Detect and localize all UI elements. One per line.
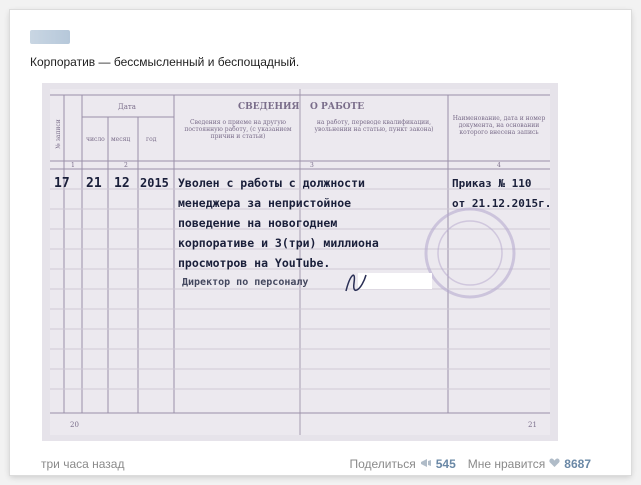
page-number-right: 21 — [528, 421, 537, 429]
col-date-label: Дата — [118, 103, 136, 111]
post-card — [10, 10, 631, 475]
post-time[interactable]: три часа назад — [41, 457, 125, 471]
entry-year: 2015 — [140, 176, 169, 190]
index-4: 4 — [497, 162, 501, 169]
entry-line-2: менеджера за непристойное — [178, 196, 352, 210]
header-title-left: СВЕДЕНИЯ — [238, 102, 300, 112]
entry-month: 12 — [114, 176, 130, 191]
redaction-block — [358, 273, 432, 289]
col-year-label: год — [146, 136, 157, 143]
col-info-right-label: на работу, переводе квалификации, увольнении на статью, пункт закона) — [314, 119, 434, 133]
entry-day: 21 — [86, 176, 102, 191]
share-button[interactable] — [349, 457, 455, 471]
order-line-2: от 21.12.2015г. — [452, 197, 552, 210]
post-photo[interactable] — [42, 83, 558, 441]
index-1: 1 — [71, 162, 75, 169]
like-count: 8687 — [564, 457, 591, 471]
col-day-label: число — [86, 136, 105, 143]
entry-line-1: Уволен с работы с должности — [178, 176, 365, 190]
heart-icon — [549, 457, 560, 471]
index-3: 3 — [310, 162, 314, 169]
col-month-label: месяц — [111, 136, 131, 143]
page-number-left: 20 — [70, 421, 79, 429]
col-info-left-label: Сведения о приеме на другую постоянную работу, (с указанием причин и статьи) — [184, 119, 292, 140]
entry-line-4: корпоративе и 3(три) миллиона — [178, 236, 379, 250]
author-avatar[interactable] — [30, 30, 70, 44]
entry-line-5: просмотров на YouTube. — [178, 256, 331, 270]
entry-num: 17 — [54, 176, 70, 191]
col-doc-label: Наименование, дата и номер документа, на основании которого внесена запись — [452, 115, 546, 136]
post-text: Корпоратив — бессмысленный и беспощадный. — [30, 55, 300, 69]
megaphone-icon — [420, 457, 432, 471]
entry-signature: Директор по персоналу — [182, 277, 309, 288]
col-num-label: № записи — [55, 119, 62, 149]
share-label: Поделиться — [349, 457, 416, 471]
share-count: 545 — [435, 457, 456, 471]
index-2: 2 — [124, 162, 128, 169]
entry-line-3: поведение на новогоднем — [178, 216, 338, 230]
post-actions — [349, 457, 591, 471]
like-button[interactable] — [468, 457, 591, 471]
header-title-right: О РАБОТЕ — [310, 102, 365, 112]
order-line-1: Приказ № 110 — [452, 177, 532, 190]
like-label: Мне нравится — [467, 457, 546, 471]
